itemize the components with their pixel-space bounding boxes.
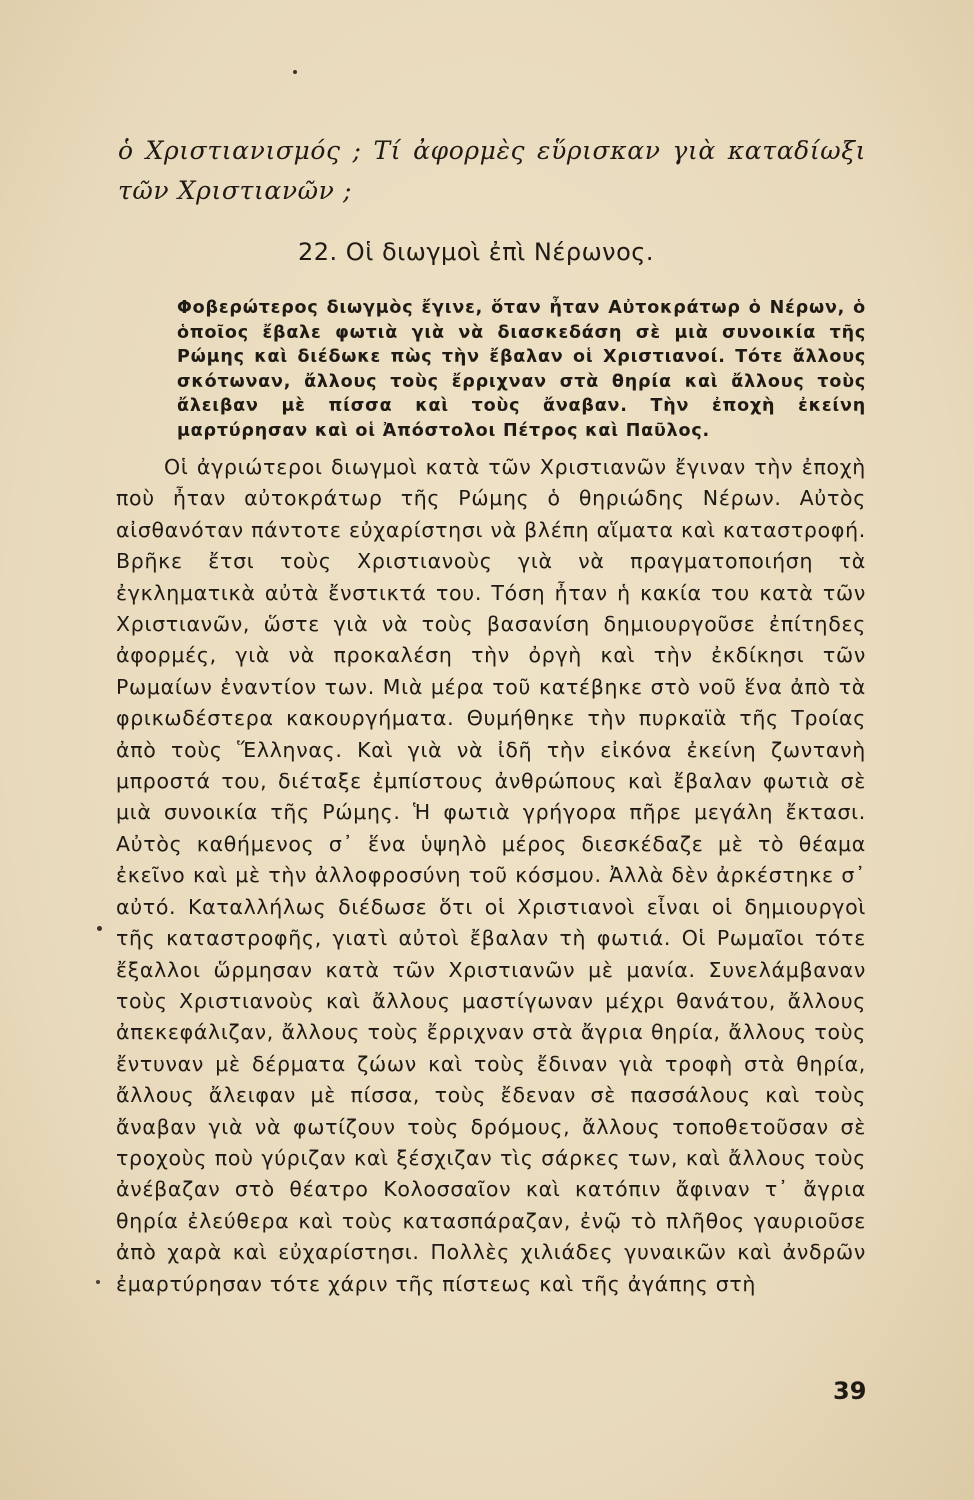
intro-question: ὁ Χριστιανισμός ; Τί ἀφορμὲς εὕρισκαν γιὰ καταδίωξι τῶν Χριστιανῶν ;	[118, 136, 866, 205]
top-margin-mark	[293, 70, 297, 74]
section-summary: Φοβερώτερος διωγμὸς ἔγινε, ὅταν ἦταν Αὐτοκράτωρ ὁ Νέρων, ὁ ὁποῖος ἔβαλε φωτιὰ γιὰ νὰ διασκεδάση σὲ μιὰ συνοικία τῆς Ρώμης καὶ διέδωκε πὼς τὴν ἔβαλαν οἱ Χριστιανοί. Τότε ἄλλους σκότωναν, ἄλλους τοὺς ἔρριχναν στὰ θηρία καὶ ἄλλους τοὺς ἄλειβαν μὲ πίσσα καὶ τοὺς ἄναβαν. Τὴν ἐποχὴ ἐκείνη μαρτύρησαν καὶ οἱ Ἀπόστολοι Πέτρος καὶ Παῦλος.	[177, 298, 866, 441]
body-text	[116, 452, 866, 1300]
side-margin-dot	[96, 1280, 100, 1284]
section-title: 22. Οἱ διωγμοὶ ἐπὶ Νέρωνος.	[298, 238, 654, 266]
page-number: 39	[833, 1377, 867, 1405]
body-paragraph: Οἱ ἀγριώτεροι διωγμοὶ κατὰ τῶν Χριστιανῶν ἔγιναν τὴν ἐποχὴ ποὺ ἦταν αὐτοκράτωρ τῆς Ρώμης ὁ θηριώδης Νέρων. Αὐτὸς αἰσθανόταν πάντοτε εὐχαρίστησι νὰ βλέπη αἵματα καὶ καταστροφή. Βρῆκε ἔτσι τοὺς Χριστιανοὺς γιὰ νὰ πραγματοποιήση τὰ ἐγκληματικὰ αὐτὰ ἔνστικτά του. Τόση ἦταν ἡ κακία του κατὰ τῶν Χριστιανῶν, ὥστε γιὰ νὰ τοὺς βασανίση δημιουργοῦσε ἐπίτηδες ἀφορμές, γιὰ νὰ προκαλέση τὴν ὀργὴ καὶ τὴν ἐκδίκησι τῶν Ρωμαίων ἐναντίον των. Μιὰ μέρα τοῦ κατέβηκε στὸ νοῦ ἕνα ἀπὸ τὰ φρικωδέστερα κακουργήματα. Θυμήθηκε τὴν πυρκαϊὰ τῆς Τροίας ἀπὸ τοὺς Ἕλληνας. Καὶ γιὰ νὰ ἰδῆ τὴν εἰκόνα ἐκείνη ζωντανὴ μπροστά του, διέταξε ἐμπίστους ἀνθρώπους καὶ ἔβαλαν φωτιὰ σὲ μιὰ συνοικία τῆς Ρώμης. Ἡ φωτιὰ γρήγορα πῆρε μεγάλη ἔκτασι. Αὐτὸς καθήμενος σ᾽ ἕνα ὑψηλὸ μέρος διεσκέδαζε μὲ τὸ θέαμα ἐκεῖνο καὶ μὲ τὴν ἀλλοφροσύνη τοῦ κόσμου. Ἀλλὰ δὲν ἀρκέστηκε σ᾽ αὐτό. Καταλλήλως διέδωσε ὅτι οἱ Χριστιανοὶ εἶναι οἱ δημιουργοὶ τῆς καταστροφῆς, γιατὶ αὐτοὶ ἔβαλαν τὴ φωτιά. Οἱ Ρωμαῖοι τότε ἔξαλλοι ὥρμησαν κατὰ τῶν Χριστιανῶν μὲ μανία. Συνελάμβαναν τοὺς Χριστιανοὺς καὶ ἄλλους μαστίγωναν μέχρι θανάτου, ἄλλους ἀπεκεφάλιζαν, ἄλλους τοὺς ἔρριχναν στὰ ἄγρια θηρία, ἄλλους τοὺς ἔντυναν μὲ δέρματα ζώων καὶ τοὺς ἔδιναν γιὰ τροφὴ στὰ θηρία, ἄλλους ἄλειφαν μὲ πίσσα, τοὺς ἔδεναν σὲ πασσάλους καὶ τοὺς ἄναβαν γιὰ νὰ φωτίζουν τοὺς δρόμους, ἄλλους τοποθετοῦσαν σὲ τροχοὺς ποὺ γύριζαν καὶ ξέσχιζαν τὶς σάρκες των, καὶ ἄλλους τοὺς ἀνέβαζαν στὸ θέατρο Κολοσσαῖον καὶ κατόπιν ἄφιναν τ᾽ ἄγρια θηρία ἐλεύθερα καὶ τοὺς κατασπάραζαν, ἐνῷ τὸ πλῆθος γαυριοῦσε ἀπὸ χαρὰ καὶ εὐχαρίστησι. Πολλὲς χιλιάδες γυναικῶν καὶ ἀνδρῶν ἐμαρτύρησαν τότε χάριν τῆς πίστεως καὶ τῆς ἀγάπης στὴ	[116, 455, 866, 1296]
side-margin-mark	[97, 926, 102, 931]
